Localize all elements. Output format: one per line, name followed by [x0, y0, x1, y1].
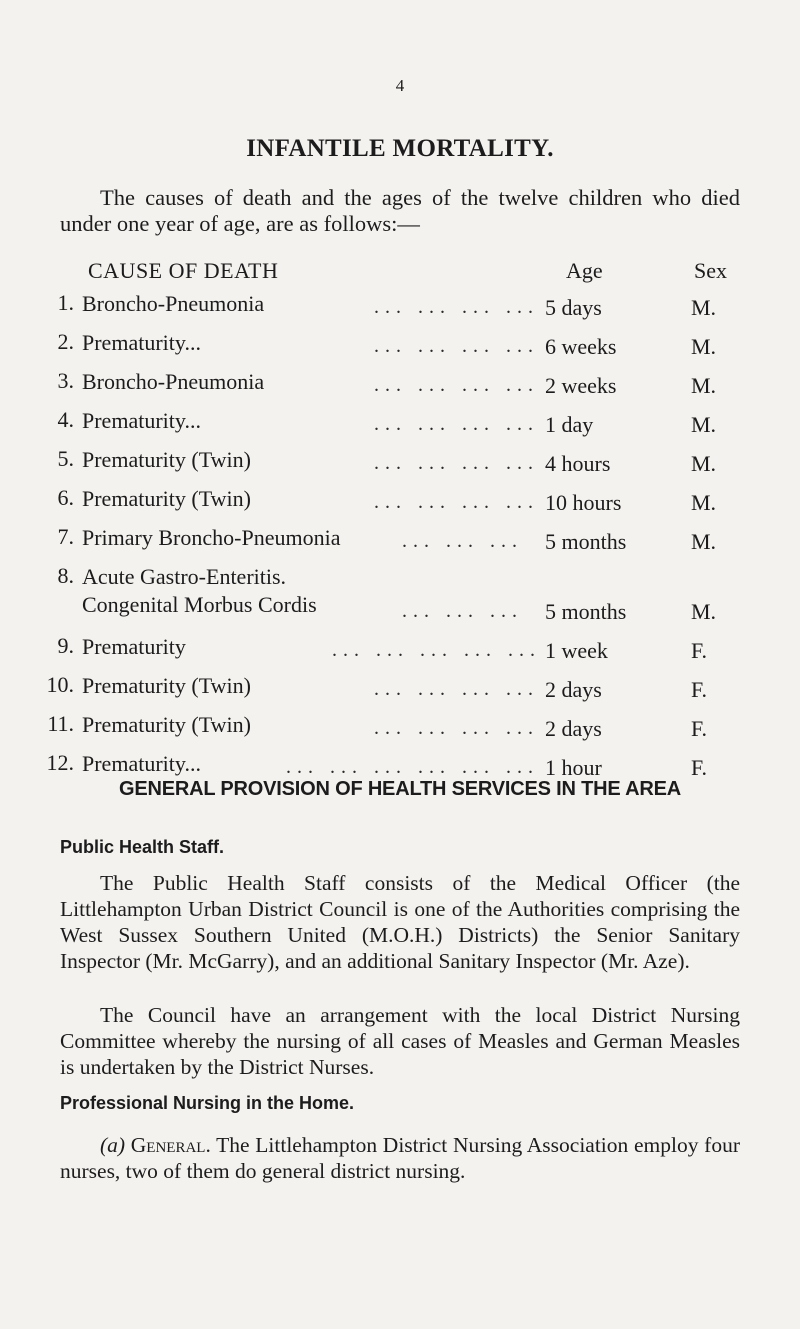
row-age: 4 hours [545, 451, 611, 476]
row-cause: Prematurity (Twin) [82, 673, 251, 698]
page-title: INFANTILE MORTALITY. [246, 135, 554, 162]
table-row [0, 327, 800, 366]
row-sex: M. [691, 334, 717, 359]
item-label: (a) [100, 1133, 126, 1157]
row-age: 5 days [545, 295, 602, 320]
table-header [0, 258, 800, 286]
table-row [0, 483, 800, 522]
leader-dots: ... ... ... ... [374, 678, 539, 700]
row-number: 6. [57, 485, 74, 510]
header-age: Age [566, 258, 603, 283]
row-number: 8. [57, 563, 74, 588]
row-cause-line-2: Congenital Morbus Cordis [82, 592, 317, 617]
table-row [0, 444, 800, 483]
leader-dots: ... ... ... ... ... ... [286, 756, 539, 778]
row-sex: M. [691, 373, 717, 398]
row-cause: Prematurity (Twin) [82, 447, 251, 472]
leader-dots: ... ... ... ... [374, 374, 539, 396]
leader-dots: ... ... ... [402, 530, 523, 552]
leader-dots: ... ... ... ... [374, 413, 539, 435]
row-number: 1. [57, 290, 74, 315]
row-age: 5 months [545, 599, 627, 624]
table-row [0, 366, 800, 405]
table-row [0, 522, 800, 561]
row-age: 1 day [545, 412, 594, 437]
row-sex: M. [691, 412, 717, 437]
row-cause: Prematurity [82, 634, 186, 659]
row-number: 12. [46, 750, 74, 775]
row-sex: M. [691, 599, 717, 624]
row-age: 5 months [545, 529, 627, 554]
row-number: 2. [57, 329, 74, 354]
row-number: 10. [46, 672, 74, 697]
row-number: 4. [57, 407, 74, 432]
header-cause: CAUSE OF DEATH [88, 258, 279, 283]
row-cause: Prematurity... [82, 408, 201, 433]
nursing-heading: Professional Nursing in the Home. [60, 1093, 355, 1113]
leader-dots: ... ... ... ... [374, 717, 539, 739]
leader-dots: ... ... ... ... ... [332, 639, 541, 661]
leader-dots: ... ... ... ... [374, 296, 539, 318]
row-sex: F. [691, 677, 707, 702]
row-sex: F. [691, 755, 707, 780]
section-heading: GENERAL PROVISION OF HEALTH SERVICES IN THE AREA [119, 778, 681, 800]
row-sex: M. [691, 295, 717, 320]
row-age: 6 weeks [545, 334, 617, 359]
row-number: 7. [57, 524, 74, 549]
row-cause: Prematurity (Twin) [82, 712, 251, 737]
row-cause: Broncho-Pneumonia [82, 369, 265, 394]
row-age: 1 week [545, 638, 608, 663]
table-row [0, 561, 800, 631]
leader-dots: ... ... ... ... [374, 335, 539, 357]
row-cause: Prematurity (Twin) [82, 486, 251, 511]
row-age: 2 days [545, 677, 602, 702]
table-row [0, 405, 800, 444]
row-age: 2 days [545, 716, 602, 741]
leader-dots: ... ... ... ... [374, 491, 539, 513]
row-number: 11. [47, 711, 74, 736]
row-sex: F. [691, 716, 707, 741]
row-number: 5. [57, 446, 74, 471]
public-health-heading: Public Health Staff. [60, 837, 225, 857]
public-health-paragraph-2: The Council have an arrangement with the local District Nursing Committee whereby the nursing of all cases of Measles and German Measles is undertaken by the District Nurses. [60, 1003, 740, 1079]
row-cause: Prematurity... [82, 751, 201, 776]
row-age: 1 hour [545, 755, 602, 780]
row-number: 3. [57, 368, 74, 393]
leader-dots: ... ... ... ... [374, 452, 539, 474]
leader-dots: ... ... ... [402, 600, 523, 622]
table-row [0, 709, 800, 748]
row-age: 10 hours [545, 490, 622, 515]
row-sex: M. [691, 451, 717, 476]
public-health-paragraph-1: The Public Health Staff consists of the Medical Officer (the Littlehampton Urban District Council is one of the Authorities comprising the West Sussex Southern United (M.O.H.) Districts) the Senior Sanitary Inspector (Mr. McGarry), and an additional Sanitary Inspector (Mr. Aze). [60, 871, 740, 973]
row-cause: Primary Broncho-Pneumonia [82, 525, 341, 550]
nursing-paragraph [60, 1132, 740, 1184]
row-sex: F. [691, 638, 707, 663]
row-cause: Prematurity... [82, 330, 201, 355]
table-row [0, 288, 800, 327]
header-sex: Sex [694, 258, 727, 283]
row-sex: M. [691, 490, 717, 515]
row-age: 2 weeks [545, 373, 617, 398]
row-cause: Broncho-Pneumonia [82, 291, 265, 316]
row-cause-line-1: Acute Gastro-Enteritis. [82, 564, 287, 589]
row-number: 9. [57, 633, 74, 658]
intro-paragraph: The causes of death and the ages of the twelve children who died under one year of age, are as follows:— [60, 185, 740, 236]
row-sex: M. [691, 529, 717, 554]
item-title: General. [130, 1133, 211, 1157]
item-text: The Littlehampton District Nursing Association employ four nurses, two of them do general district nursing. [60, 1133, 740, 1183]
table-row [0, 670, 800, 709]
table-row [0, 631, 800, 670]
page-number: 4 [395, 76, 405, 95]
mortality-table [0, 288, 800, 787]
